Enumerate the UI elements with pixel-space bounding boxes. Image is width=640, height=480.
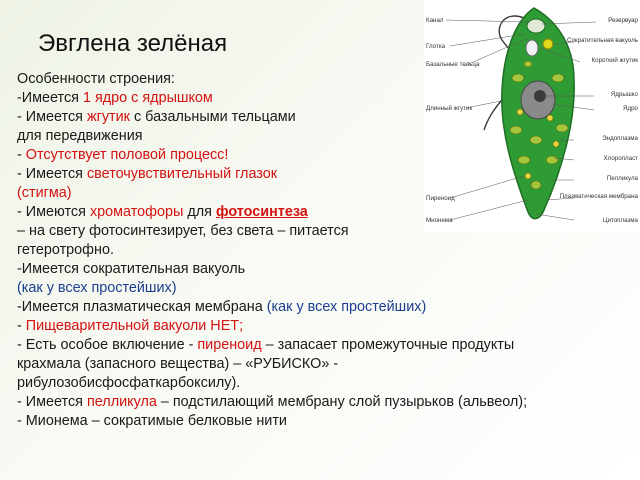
text-span: - Есть особое включение -: [17, 337, 198, 353]
diagram-label-left: Канал: [426, 17, 444, 24]
diagram-label-right: Цитоплазма: [602, 217, 638, 224]
text-span: – подстилающий мембрану слой пузырьков (альвеол);: [156, 394, 528, 410]
euglena-cell-illustration: [424, 0, 640, 232]
text-span: -Имеется сократительная вакуоль: [17, 261, 246, 277]
text-line: [17, 336, 617, 355]
text-line: [17, 412, 617, 431]
text-span: (как у всех простейших): [17, 280, 177, 296]
diagram-label-right: Хлоропласт: [603, 155, 638, 162]
text-line: [17, 355, 617, 374]
diagram-label-right: Пелликула: [606, 175, 638, 182]
text-span: крахмала (запасного вещества) – «РУБИСКО» -: [17, 356, 339, 372]
text-span: - Мионема – сократимые белковые нити: [17, 413, 287, 429]
euglena-diagram: [424, 0, 640, 232]
text-line: [17, 279, 617, 298]
text-span: гетеротрофно.: [17, 242, 114, 258]
diagram-label-right: Короткий жгутик: [591, 57, 638, 64]
slide-title: Эвглена зелёная: [38, 30, 228, 57]
text-span: светочувствительный глазок: [86, 166, 278, 182]
text-line: [17, 241, 617, 260]
text-span: - Имеются: [17, 204, 90, 220]
text-line: [17, 298, 617, 317]
diagram-label-left: Глотка: [426, 43, 446, 50]
diagram-label-right: Сократительная вакуоль: [566, 37, 638, 44]
diagram-label-right: Эндоплазма: [602, 135, 638, 142]
text-span: с базальными тельцами: [129, 109, 296, 125]
text-span: -Имеется: [17, 90, 83, 106]
text-span: -: [17, 147, 26, 163]
text-span: пиреноид: [197, 337, 262, 353]
text-span: Пищеварительной вакуоли НЕТ;: [25, 318, 244, 334]
text-span: фотосинтеза: [215, 204, 308, 220]
diagram-label-right: Резервуар: [608, 17, 638, 24]
diagram-label-left: Мионема: [426, 217, 453, 224]
text-line: [17, 317, 617, 336]
text-span: -: [17, 318, 26, 334]
text-span: -Имеется плазматическая мембрана: [17, 299, 267, 315]
text-span: 1 ядро с ядрышком: [82, 90, 213, 106]
diagram-label-right: Ядро: [623, 105, 638, 112]
diagram-label-right: Плазматическая мембрана: [559, 193, 638, 200]
text-span: для: [183, 204, 216, 220]
text-span: Отсутствует половой процесс!: [25, 147, 229, 163]
text-span: – запасает промежуточные продукты: [261, 337, 515, 353]
text-span: жгутик: [86, 109, 130, 125]
diagram-label-left: Базальные тельца: [426, 61, 480, 68]
diagram-label-left: Длинный жгутик: [426, 105, 473, 112]
text-span: рибулозобисфосфаткарбоксилу).: [17, 375, 241, 391]
text-span: - Имеется: [17, 394, 87, 410]
text-span: (стигма): [17, 185, 72, 201]
diagram-label-right: Ядрышко: [610, 91, 638, 98]
text-span: - Имеется: [17, 109, 87, 125]
text-line: [17, 374, 617, 393]
text-line: [17, 260, 617, 279]
text-span: для передвижения: [17, 128, 143, 144]
text-span: пелликула: [86, 394, 157, 410]
diagram-label-left: Пиреноид: [426, 195, 455, 202]
text-line: [17, 393, 617, 412]
text-span: (как у всех простейших): [266, 299, 427, 315]
text-span: – на свету фотосинтезирует, без света – питается: [17, 223, 349, 239]
text-span: Особенности строения:: [17, 71, 175, 87]
text-span: - Имеется: [17, 166, 87, 182]
text-span: хроматофоры: [89, 204, 184, 220]
